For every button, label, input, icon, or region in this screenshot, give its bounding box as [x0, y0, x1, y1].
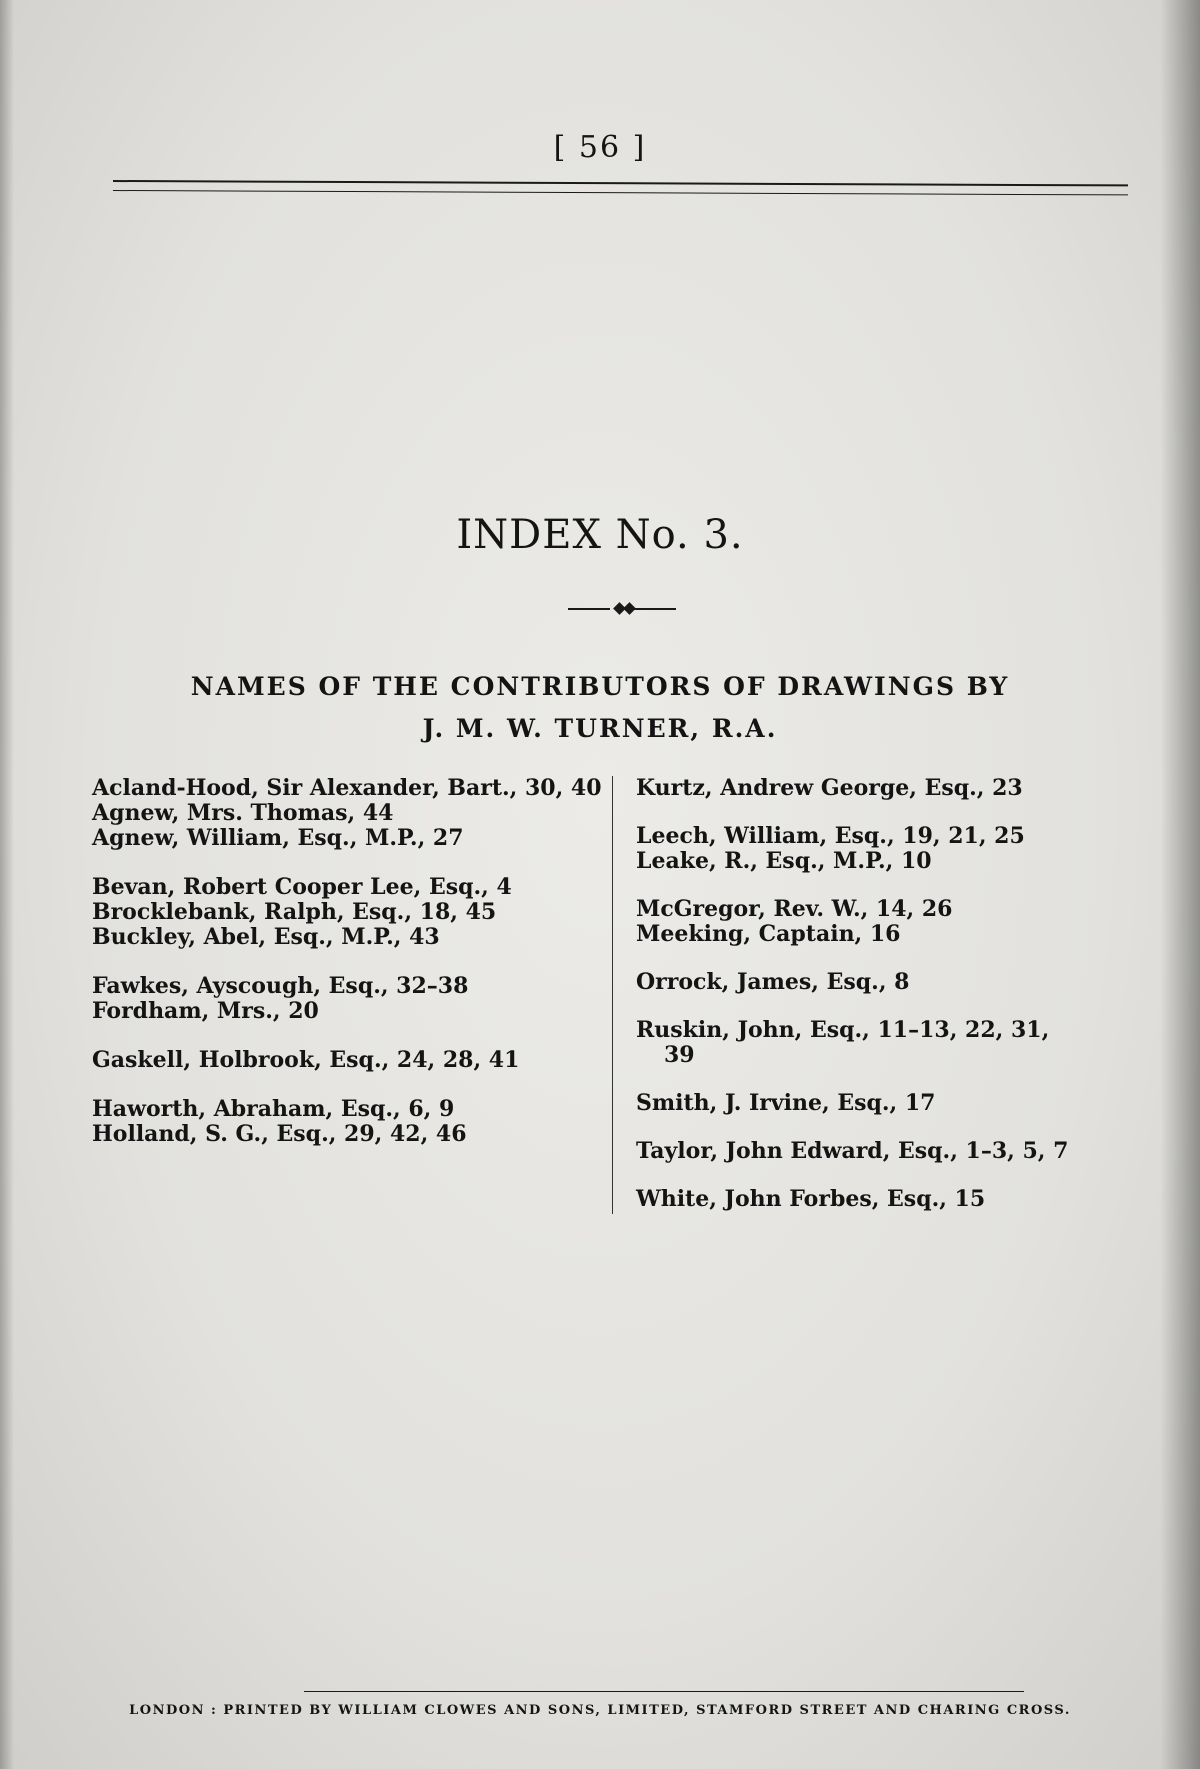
- index-entry: Agnew, William, Esq., M.P., 27: [92, 825, 464, 851]
- contributors-left-column: [92, 776, 602, 1171]
- index-entry: McGregor, Rev. W., 14, 26: [636, 896, 953, 922]
- index-entry: Ruskin, John, Esq., 11–13, 22, 31, 39: [636, 1017, 1050, 1068]
- index-entry: Fawkes, Ayscough, Esq., 32–38: [92, 973, 469, 999]
- index-entry: Bevan, Robert Cooper Lee, Esq., 4: [92, 874, 512, 900]
- index-group-g: [92, 1048, 602, 1073]
- page-number: [ 56 ]: [553, 130, 647, 165]
- index-group-f: [92, 974, 602, 1024]
- ornament-divider: [568, 602, 676, 616]
- index-entry: Kurtz, Andrew George, Esq., 23: [636, 775, 1023, 801]
- index-group-h: [92, 1097, 602, 1147]
- contributors-right-column: [636, 776, 1086, 1235]
- subtitle-line-1: NAMES OF THE CONTRIBUTORS OF DRAWINGS BY: [190, 672, 1010, 701]
- index-entry: Agnew, Mrs. Thomas, 44: [92, 800, 394, 826]
- index-group-m: [636, 897, 1086, 947]
- index-group-a: [92, 776, 602, 851]
- section-subtitle: [0, 666, 1200, 750]
- index-group-t: [636, 1139, 1086, 1164]
- index-entry: Holland, S. G., Esq., 29, 42, 46: [92, 1121, 467, 1147]
- index-entry: Acland-Hood, Sir Alexander, Bart., 30, 40: [92, 775, 602, 801]
- index-entry: Gaskell, Holbrook, Esq., 24, 28, 41: [92, 1047, 520, 1073]
- index-entry: Meeking, Captain, 16: [636, 921, 901, 947]
- header-double-rule: [113, 180, 1128, 195]
- index-entry: Brocklebank, Ralph, Esq., 18, 45: [92, 899, 497, 925]
- column-divider: [612, 776, 613, 1214]
- index-group-r: [636, 1018, 1086, 1068]
- page-gutter-shadow: [0, 0, 14, 1769]
- index-entry: Haworth, Abraham, Esq., 6, 9: [92, 1096, 455, 1122]
- printer-imprint: LONDON : PRINTED BY WILLIAM CLOWES AND SONS, LIMITED, STAMFORD STREET AND CHARING CROSS.: [129, 1703, 1071, 1718]
- subtitle-line-2: J. M. W. TURNER, R.A.: [422, 714, 778, 743]
- index-title: INDEX No. 3.: [456, 512, 744, 558]
- ornament-line-right: [634, 608, 676, 610]
- index-entry: Leech, William, Esq., 19, 21, 25: [636, 823, 1025, 849]
- page-edge-shadow: [1160, 0, 1200, 1769]
- index-entry: White, John Forbes, Esq., 15: [636, 1186, 986, 1212]
- index-entry: Buckley, Abel, Esq., M.P., 43: [92, 924, 440, 950]
- index-group-w: [636, 1187, 1086, 1212]
- index-entry: Leake, R., Esq., M.P., 10: [636, 848, 932, 874]
- index-group-l: [636, 824, 1086, 874]
- index-group-k: [636, 776, 1086, 801]
- index-entry: Orrock, James, Esq., 8: [636, 969, 910, 995]
- index-group-s: [636, 1091, 1086, 1116]
- index-group-o: [636, 970, 1086, 995]
- index-entry: Smith, J. Irvine, Esq., 17: [636, 1090, 936, 1116]
- footer-rule: [304, 1691, 1024, 1692]
- index-entry: Fordham, Mrs., 20: [92, 998, 319, 1024]
- index-entry: Taylor, John Edward, Esq., 1–3, 5, 7: [636, 1138, 1069, 1164]
- index-group-b: [92, 875, 602, 950]
- ornament-line-left: [568, 608, 610, 610]
